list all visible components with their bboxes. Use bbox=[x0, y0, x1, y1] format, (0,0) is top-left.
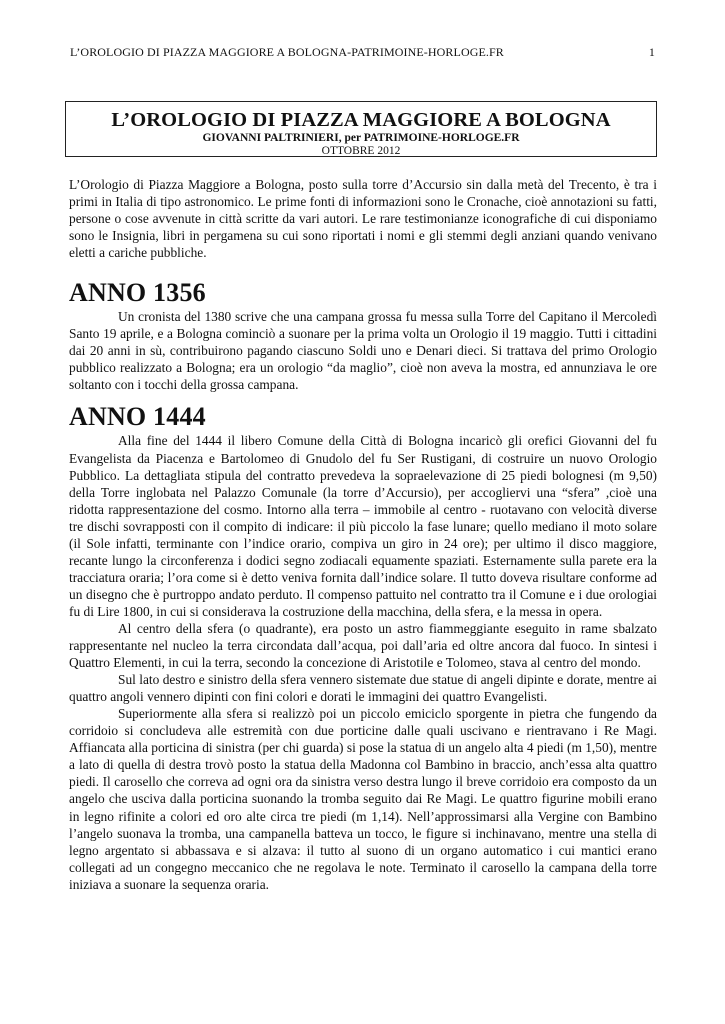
document-body bbox=[69, 176, 657, 893]
section-heading-1356: ANNO 1356 bbox=[69, 278, 206, 308]
date-line: OTTOBRE 2012 bbox=[321, 145, 401, 157]
running-header bbox=[70, 45, 655, 59]
paragraph: Alla fine del 1444 il libero Comune della Città di Bologna incaricò gli orefici Giovanni del fu Evangelista da Piacenza e Bartolomeo di Gnudolo del fu Ser Rustigani, di costruire un nuovo Orologio Pubblico. La dettagliata stipula del contratto prevedeva la sopraelevazione di 25 piedi bolognesi (m 9,50) della Torre inglobata nel Palazzo Comunale (la torre d’Accursio), per accogliervi una “sfera” ,cioè una ridotta rappresentazione del cosmo. Intorno alla terra – immobile al centro - ruotavano con velocità diverse tre dischi sovrapposti con il compito di indicare: il più piccolo la fase lunare; quello mediano il moto solare (il Sole infatti, terminante con l’indice orario, compiva un giro in 24 ore); per ultimo il disco maggiore, recante lungo la circonferenza i dodici segno zodiacali equamente spaziati. Esternamente sulla parete era la tracciatura oraria; l’ora come si è detto veniva fornita dall’indice solare. Il tutto doveva risultare conforme ad un disegno che è purtroppo andato perduto. Il compenso pattuito nel contratto tra il Comune e i due orologiai fu di Lire 1800, in cui si considerava la costruzione della macchina, della sfera, e la messa in opera. bbox=[69, 433, 657, 619]
document-title: L’OROLOGIO DI PIAZZA MAGGIORE A BOLOGNA bbox=[111, 109, 611, 131]
paragraph: Un cronista del 1380 scrive che una campana grossa fu messa sulla Torre del Capitano il Mercoledì Santo 19 aprile, e a Bologna cominciò a suonare per la prima volta un Orologio il 19 maggio. Tutti i cittadini dai 20 anni in sù, contribuirono pagando ciascuno Soldi uno e Denari dieci. Si trattava del primo Orologio pubblico realizzato a Bologna; era un orologio “da maglio”, cioè non aveva la mostra, ed annunziava le ore soltanto con i tocchi della grossa campana. bbox=[69, 309, 657, 393]
section-heading-1444: ANNO 1444 bbox=[69, 402, 206, 432]
running-title: L’OROLOGIO DI PIAZZA MAGGIORE A BOLOGNA-PATRIMOINE-HORLOGE.FR bbox=[70, 45, 504, 59]
paragraph: Al centro della sfera (o quadrante), era posto un astro fiammeggiante eseguito in rame sbalzato rappresentante nel nucleo la terra circondata dall’acqua, poi dall’aria ed oltre ancora dal fuoco. In sintesi i Quattro Elementi, in cui la terra, secondo la concezione di Aristotile e Tolomeo, stava al centro del mondo. bbox=[69, 620, 657, 671]
page-number: 1 bbox=[648, 45, 655, 59]
intro-paragraph: L’Orologio di Piazza Maggiore a Bologna, posto sulla torre d’Accursio sin dalla metà del Trecento, è tra i primi in Italia di tipo astronomico. Le prime fonti di informazioni sono le Cronache, cioè annotazioni su fatti, persone o cose avvenute in città scritte da vari autori. Le rare testimonianze iconografiche di cui disponiamo sono le Insignia, libri in pergamena su cui sono riportati i nomi e gli stemmi degli anziani quando venivano eletti a cariche pubbliche. bbox=[69, 177, 657, 261]
paragraph: Sul lato destro e sinistro della sfera vennero sistemate due statue di angeli dipinte e dorate, mentre ai quattro angoli vennero dipinti con fini colori e dorati le immagini dei quattro Evangelisti. bbox=[69, 672, 657, 705]
author-line: GIOVANNI PALTRINIERI, per PATRIMOINE-HORLOGE.FR bbox=[202, 132, 520, 144]
title-box bbox=[65, 101, 657, 157]
paragraph: Superiormente alla sfera si realizzò poi un piccolo emiciclo sporgente in pietra che fungendo da corridoio si concludeva alle estremità con due porticine dalle quali uscivano e rientravano i Re Magi. Affiancata alla porticina di sinistra (per chi guarda) si pose la statua di un angelo alta 4 piedi (m 1,50), mentre a lato di quella di destra trovò posto la statua della Madonna col Bambino in braccio, anch’essa alta quattro piedi. Il carosello che correva ad ogni ora da sinistra verso destra lungo il breve corridoio era composto da un angelo che usciva dalla porticina suonando la tromba seguito dai Re Magi. Le quattro figurine mobili erano in legno rifinite a colori ed oro alte circa tre piedi (m 1,14). Nell’approssimarsi alla Vergine con Bambino l’angelo suonava la tromba, una campanella batteva un tocco, le figure si inchinavano, mentre una stella di legno argentato si abbassava e si alzava: il tutto al suono di un organo automatico i cui mantici erano collegati ad un congegno meccanico che ne regolava le note. Terminato il carosello la campana della torre iniziava a suonare la sequenza oraria. bbox=[69, 706, 657, 892]
